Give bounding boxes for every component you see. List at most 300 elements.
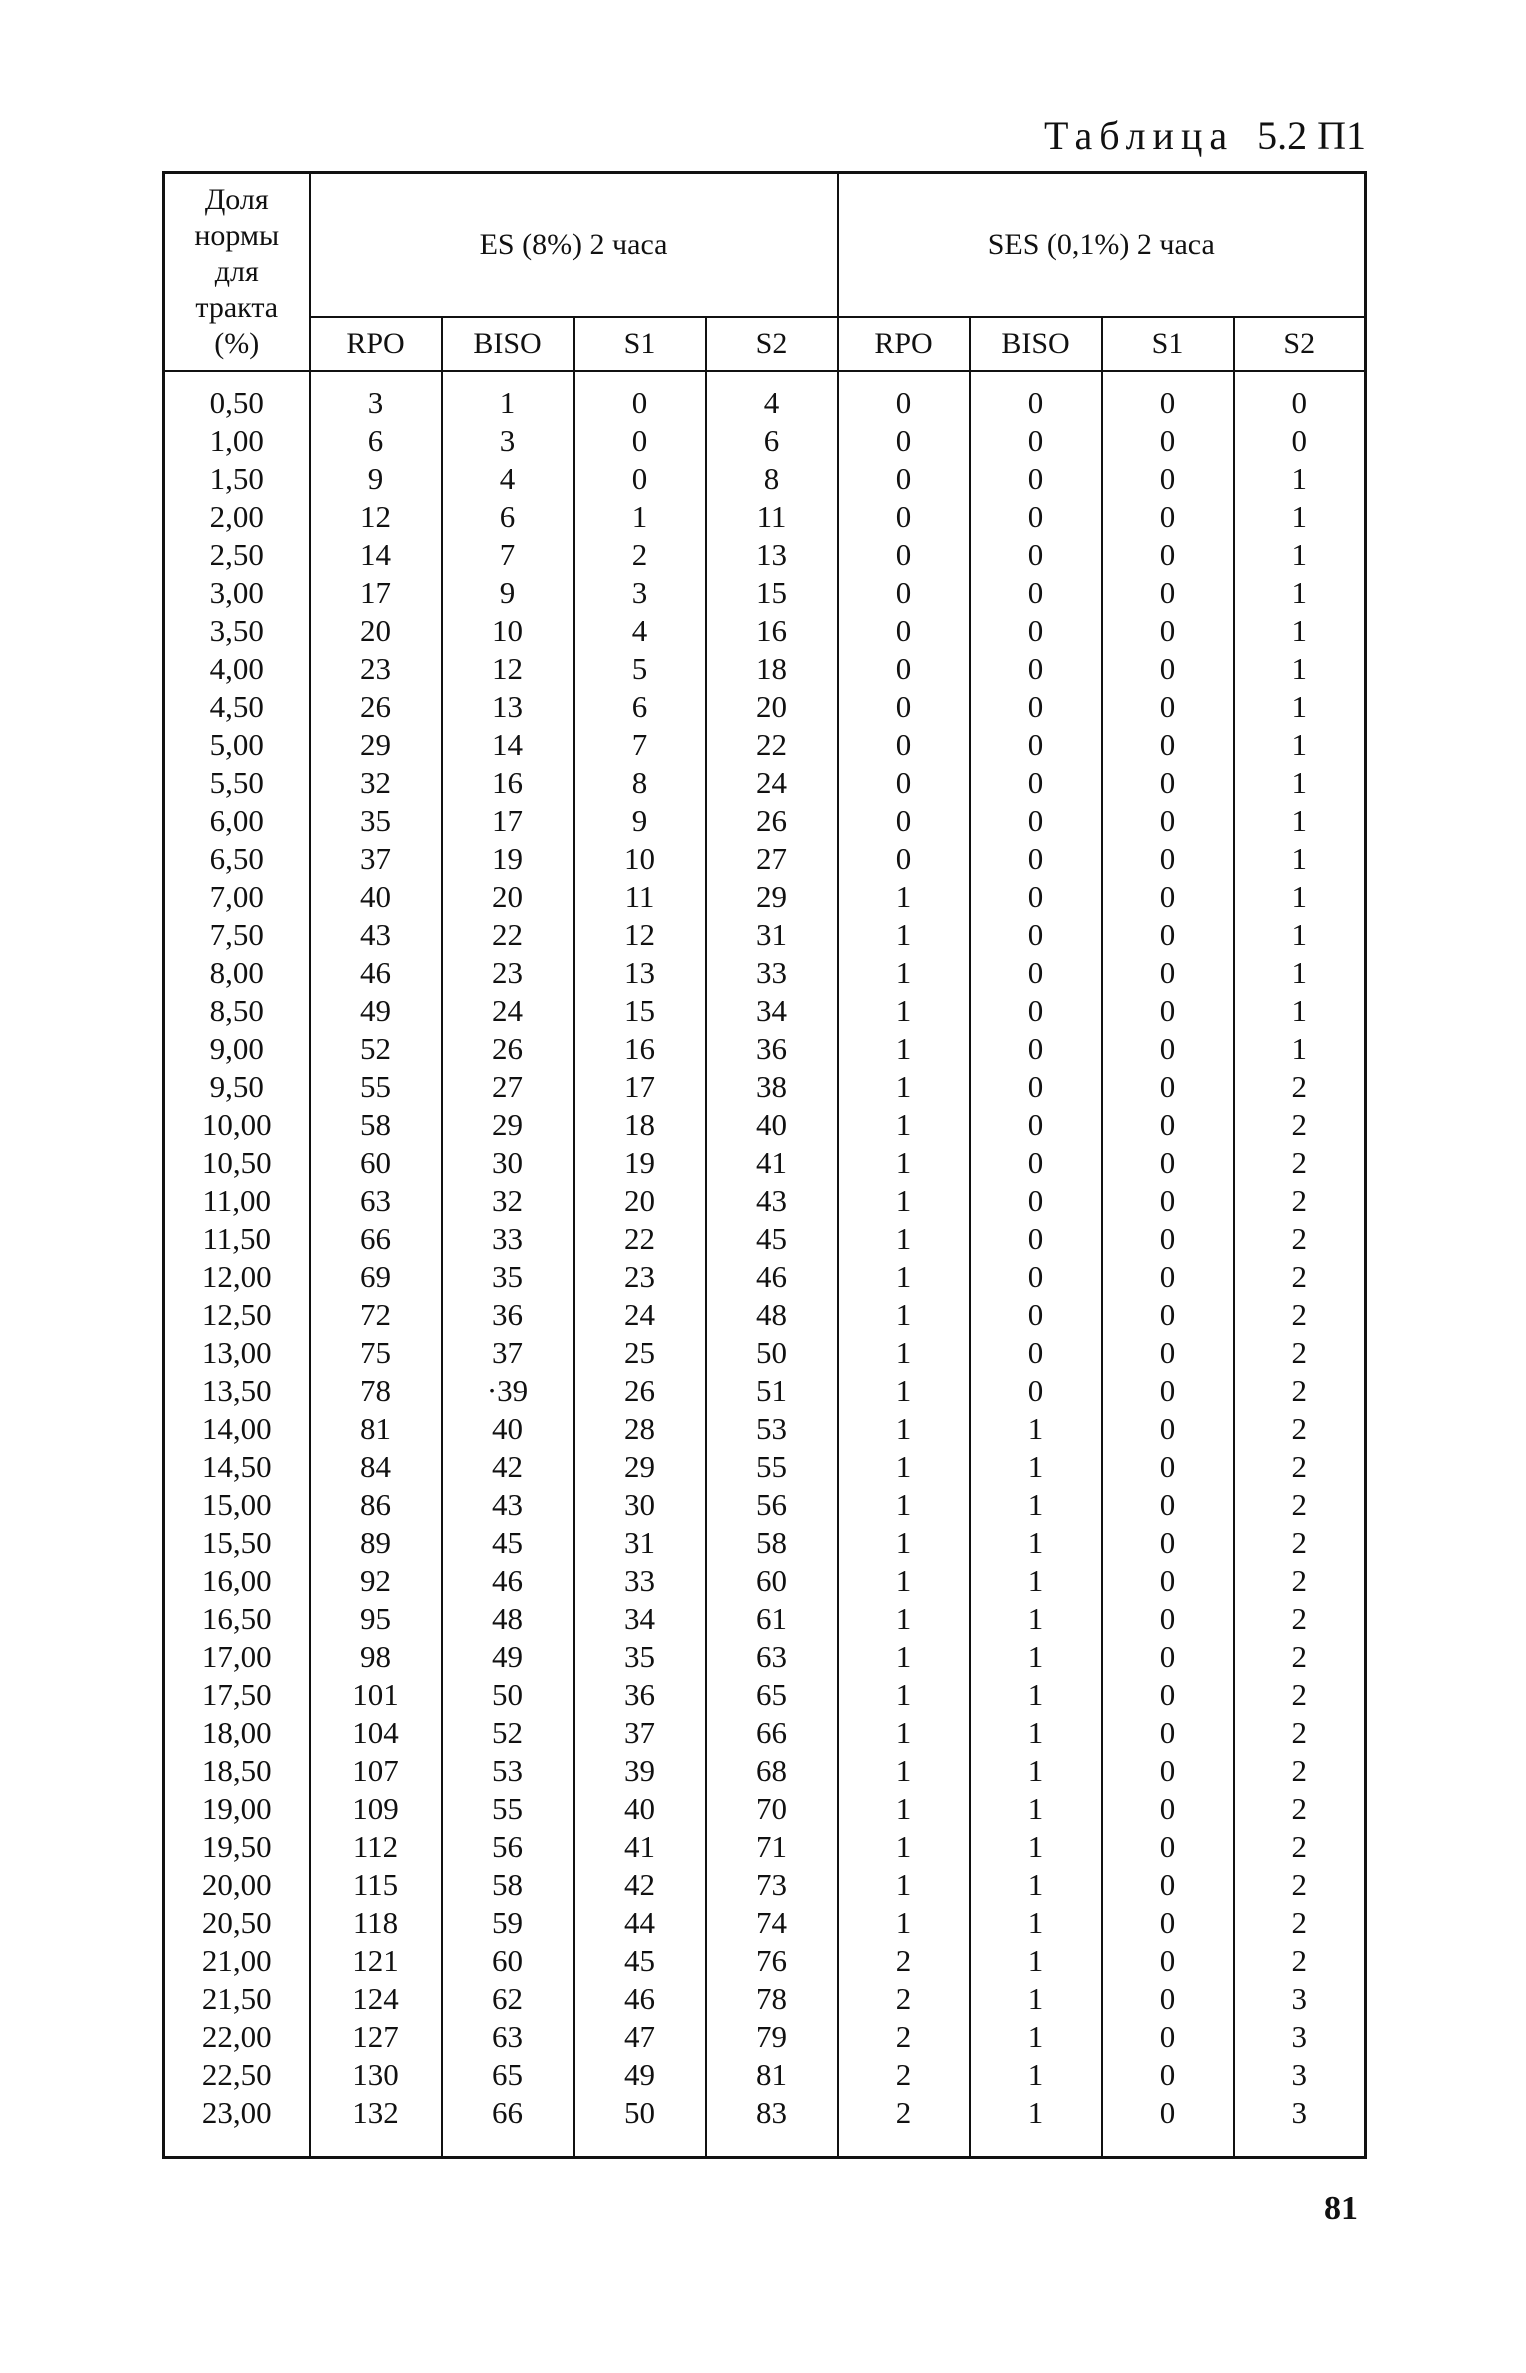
- table-cell: 40: [706, 1106, 838, 1144]
- corner-line: нормы: [194, 219, 280, 252]
- table-cell: 0: [838, 371, 970, 422]
- table-cell: 1: [970, 1676, 1102, 1714]
- table-cell: 45: [442, 1524, 574, 1562]
- table-cell: 29: [442, 1106, 574, 1144]
- table-cell: 1: [970, 1904, 1102, 1942]
- table-cell: 0: [838, 460, 970, 498]
- row-share-cell: 21,00: [164, 1942, 310, 1980]
- table-cell: 0: [970, 422, 1102, 460]
- table-cell: 1: [970, 1790, 1102, 1828]
- column-header: S1: [1102, 317, 1234, 371]
- table-cell: 95: [310, 1600, 442, 1638]
- table-row: [164, 916, 1366, 954]
- table-cell: 127: [310, 2018, 442, 2056]
- table-cell: 0: [838, 612, 970, 650]
- table-row: [164, 1448, 1366, 1486]
- table-cell: 3: [442, 422, 574, 460]
- table-cell: 84: [310, 1448, 442, 1486]
- row-share-cell: 21,50: [164, 1980, 310, 2018]
- table-cell: 68: [706, 1752, 838, 1790]
- table-cell: 0: [1102, 1220, 1234, 1258]
- table-cell: 56: [442, 1828, 574, 1866]
- table-cell: 10: [442, 612, 574, 650]
- table-cell: 86: [310, 1486, 442, 1524]
- table-cell: 66: [442, 2094, 574, 2158]
- table-cell: 71: [706, 1828, 838, 1866]
- table-cell: 0: [1102, 1942, 1234, 1980]
- table-cell: 30: [574, 1486, 706, 1524]
- table-cell: 1: [1234, 954, 1366, 992]
- table-cell: 109: [310, 1790, 442, 1828]
- table-cell: 1: [970, 2018, 1102, 2056]
- table-cell: 9: [310, 460, 442, 498]
- table-cell: 33: [706, 954, 838, 992]
- table-cell: 1: [1234, 764, 1366, 802]
- table-cell: 33: [574, 1562, 706, 1600]
- table-cell: 50: [706, 1334, 838, 1372]
- table-cell: 7: [574, 726, 706, 764]
- table-cell: 1: [838, 1068, 970, 1106]
- table-cell: 0: [970, 840, 1102, 878]
- table-cell: 89: [310, 1524, 442, 1562]
- table-cell: 0: [1102, 1904, 1234, 1942]
- table-cell: 1: [1234, 878, 1366, 916]
- table-cell: 0: [970, 1144, 1102, 1182]
- table-cell: 0: [1102, 2094, 1234, 2158]
- table-cell: 1: [970, 1866, 1102, 1904]
- table-cell: 55: [310, 1068, 442, 1106]
- table-cell: 0: [1102, 764, 1234, 802]
- table-cell: 52: [442, 1714, 574, 1752]
- row-share-cell: 18,00: [164, 1714, 310, 1752]
- table-caption: [1044, 112, 1366, 159]
- table-cell: 1: [970, 1714, 1102, 1752]
- table-cell: 0: [1102, 612, 1234, 650]
- table-cell: 0: [970, 1068, 1102, 1106]
- row-share-cell: 4,50: [164, 688, 310, 726]
- table-row: [164, 764, 1366, 802]
- table-body: [164, 371, 1366, 2158]
- table-cell: 98: [310, 1638, 442, 1676]
- table-cell: 16: [706, 612, 838, 650]
- table-row: [164, 1296, 1366, 1334]
- table-cell: 0: [1102, 1752, 1234, 1790]
- table-cell: 79: [706, 2018, 838, 2056]
- table-cell: 19: [442, 840, 574, 878]
- table-row: [164, 1486, 1366, 1524]
- table-cell: 48: [442, 1600, 574, 1638]
- table-row: [164, 1106, 1366, 1144]
- table-cell: 1: [838, 1828, 970, 1866]
- table-cell: 1: [1234, 688, 1366, 726]
- table-cell: 0: [1102, 688, 1234, 726]
- table-cell: 72: [310, 1296, 442, 1334]
- table-cell: 60: [310, 1144, 442, 1182]
- table-cell: 0: [1102, 1144, 1234, 1182]
- table-cell: 3: [1234, 2094, 1366, 2158]
- table-cell: 63: [442, 2018, 574, 2056]
- table-row: [164, 1904, 1366, 1942]
- table-row: [164, 2056, 1366, 2094]
- table-cell: 1: [970, 1448, 1102, 1486]
- table-cell: 115: [310, 1866, 442, 1904]
- table-cell: 1: [970, 1942, 1102, 1980]
- table-cell: 18: [574, 1106, 706, 1144]
- table-cell: 0: [1102, 2018, 1234, 2056]
- row-share-cell: 6,50: [164, 840, 310, 878]
- table-row: [164, 1676, 1366, 1714]
- row-share-cell: 0,50: [164, 371, 310, 422]
- row-share-cell: 20,50: [164, 1904, 310, 1942]
- table-cell: 43: [442, 1486, 574, 1524]
- table-cell: 0: [970, 536, 1102, 574]
- table-cell: 3: [1234, 2056, 1366, 2094]
- table-cell: 45: [706, 1220, 838, 1258]
- table-cell: 70: [706, 1790, 838, 1828]
- row-share-cell: 14,50: [164, 1448, 310, 1486]
- table-cell: 2: [1234, 1676, 1366, 1714]
- table-cell: 0: [970, 1220, 1102, 1258]
- table-cell: 0: [1102, 1638, 1234, 1676]
- table-cell: 2: [838, 1942, 970, 1980]
- row-share-cell: 15,50: [164, 1524, 310, 1562]
- table-cell: 69: [310, 1258, 442, 1296]
- table-cell: 35: [574, 1638, 706, 1676]
- table-cell: 0: [574, 460, 706, 498]
- table-cell: 121: [310, 1942, 442, 1980]
- table-cell: 1: [838, 1676, 970, 1714]
- table-cell: 1: [1234, 536, 1366, 574]
- table-cell: 0: [970, 1030, 1102, 1068]
- row-share-cell: 2,50: [164, 536, 310, 574]
- table-cell: 36: [706, 1030, 838, 1068]
- table-cell: 0: [1102, 954, 1234, 992]
- table-cell: 19: [574, 1144, 706, 1182]
- table-cell: 26: [706, 802, 838, 840]
- table-cell: 4: [706, 371, 838, 422]
- table-cell: 0: [838, 498, 970, 536]
- table-cell: 20: [574, 1182, 706, 1220]
- table-cell: 47: [574, 2018, 706, 2056]
- table-row: [164, 954, 1366, 992]
- table-cell: 2: [1234, 1638, 1366, 1676]
- table-cell: 0: [838, 688, 970, 726]
- column-header: S2: [706, 317, 838, 371]
- page-number: 81: [1324, 2190, 1358, 2227]
- table-cell: 0: [1102, 840, 1234, 878]
- table-cell: 1: [1234, 840, 1366, 878]
- table-cell: 0: [1102, 422, 1234, 460]
- table-cell: 49: [574, 2056, 706, 2094]
- row-share-cell: 8,50: [164, 992, 310, 1030]
- table-cell: 41: [706, 1144, 838, 1182]
- table-cell: 73: [706, 1866, 838, 1904]
- table-cell: 12: [574, 916, 706, 954]
- column-header: RPO: [310, 317, 442, 371]
- table-cell: 1: [838, 1258, 970, 1296]
- row-share-cell: 17,00: [164, 1638, 310, 1676]
- table-cell: 8: [574, 764, 706, 802]
- table-row: [164, 1828, 1366, 1866]
- table-cell: 118: [310, 1904, 442, 1942]
- table-cell: 0: [838, 574, 970, 612]
- table-cell: 63: [706, 1638, 838, 1676]
- column-header: RPO: [838, 317, 970, 371]
- row-share-cell: 16,00: [164, 1562, 310, 1600]
- table-cell: 6: [442, 498, 574, 536]
- table-cell: 0: [1102, 1486, 1234, 1524]
- table-row: [164, 1790, 1366, 1828]
- table-cell: 37: [442, 1334, 574, 1372]
- table-row: [164, 726, 1366, 764]
- row-share-cell: 12,00: [164, 1258, 310, 1296]
- table-cell: 17: [574, 1068, 706, 1106]
- table-cell: 1: [838, 1752, 970, 1790]
- table-cell: 2: [838, 1980, 970, 2018]
- table-cell: 33: [442, 1220, 574, 1258]
- table-row: [164, 840, 1366, 878]
- table-cell: 22: [706, 726, 838, 764]
- table-cell: 24: [574, 1296, 706, 1334]
- table-row: [164, 1334, 1366, 1372]
- table-cell: 4: [574, 612, 706, 650]
- table-cell: 0: [1102, 650, 1234, 688]
- table-cell: 2: [1234, 1828, 1366, 1866]
- table-cell: 6: [574, 688, 706, 726]
- table-cell: 29: [310, 726, 442, 764]
- table-row: [164, 1410, 1366, 1448]
- table-cell: 26: [574, 1372, 706, 1410]
- table-cell: 2: [838, 2018, 970, 2056]
- table-cell: 65: [442, 2056, 574, 2094]
- table-cell: 0: [1102, 916, 1234, 954]
- table-cell: 76: [706, 1942, 838, 1980]
- table-cell: 1: [838, 1638, 970, 1676]
- table-cell: 1: [970, 1524, 1102, 1562]
- table-cell: 1: [1234, 726, 1366, 764]
- table-cell: 1: [838, 1904, 970, 1942]
- table-cell: 0: [1234, 371, 1366, 422]
- table-cell: 0: [970, 460, 1102, 498]
- table-row: [164, 460, 1366, 498]
- table-cell: 66: [310, 1220, 442, 1258]
- table-cell: 1: [838, 1866, 970, 1904]
- table-cell: 40: [310, 878, 442, 916]
- table-cell: 0: [1102, 1600, 1234, 1638]
- table-cell: 81: [706, 2056, 838, 2094]
- table-cell: 1: [1234, 460, 1366, 498]
- table-row: [164, 2018, 1366, 2056]
- table-row: [164, 1258, 1366, 1296]
- table-cell: 15: [706, 574, 838, 612]
- table-row: [164, 1220, 1366, 1258]
- table-cell: 1: [970, 1600, 1102, 1638]
- table-cell: 9: [574, 802, 706, 840]
- table-cell: 1: [838, 1296, 970, 1334]
- table-cell: 2: [1234, 1790, 1366, 1828]
- table-cell: 34: [574, 1600, 706, 1638]
- table-cell: 0: [1102, 1866, 1234, 1904]
- table-cell: 3: [1234, 2018, 1366, 2056]
- table-cell: 50: [574, 2094, 706, 2158]
- column-header: S1: [574, 317, 706, 371]
- row-share-cell: 1,50: [164, 460, 310, 498]
- table-cell: 48: [706, 1296, 838, 1334]
- table-cell: 58: [310, 1106, 442, 1144]
- table-cell: 2: [1234, 1714, 1366, 1752]
- table-cell: 17: [310, 574, 442, 612]
- table-cell: 0: [1102, 1980, 1234, 2018]
- table-cell: 1: [970, 2056, 1102, 2094]
- table-cell: 1: [1234, 650, 1366, 688]
- table-cell: 0: [970, 688, 1102, 726]
- table-cell: 0: [1102, 878, 1234, 916]
- group-header-es: ES (8%) 2 часа: [310, 173, 838, 318]
- table-cell: 0: [970, 498, 1102, 536]
- data-table: [162, 171, 1367, 2159]
- group-header-ses: SES (0,1%) 2 часа: [838, 173, 1366, 318]
- table-cell: 1: [442, 371, 574, 422]
- table-cell: 0: [1102, 992, 1234, 1030]
- column-header: BISO: [970, 317, 1102, 371]
- table-cell: 2: [1234, 1220, 1366, 1258]
- table-row: [164, 878, 1366, 916]
- table-cell: 60: [706, 1562, 838, 1600]
- table-cell: 1: [838, 878, 970, 916]
- table-cell: 6: [310, 422, 442, 460]
- row-share-cell: 6,00: [164, 802, 310, 840]
- table-cell: 12: [310, 498, 442, 536]
- table-cell: 52: [310, 1030, 442, 1068]
- table-cell: 0: [970, 726, 1102, 764]
- table-cell: 31: [706, 916, 838, 954]
- table-cell: 1: [970, 1638, 1102, 1676]
- table-cell: 17: [442, 802, 574, 840]
- row-share-cell: 19,00: [164, 1790, 310, 1828]
- table-cell: 0: [1102, 1714, 1234, 1752]
- row-share-cell: 9,00: [164, 1030, 310, 1068]
- table-cell: 0: [970, 371, 1102, 422]
- table-cell: 61: [706, 1600, 838, 1638]
- corner-line: Доля: [204, 183, 269, 216]
- table-cell: 43: [310, 916, 442, 954]
- table-cell: 0: [1102, 1334, 1234, 1372]
- table-cell: 0: [1102, 1562, 1234, 1600]
- table-cell: 1: [574, 498, 706, 536]
- table-cell: 0: [1102, 371, 1234, 422]
- table-cell: 1: [838, 1562, 970, 1600]
- table-cell: 0: [1102, 1828, 1234, 1866]
- table-cell: 11: [706, 498, 838, 536]
- row-share-cell: 17,50: [164, 1676, 310, 1714]
- table-cell: 2: [1234, 1752, 1366, 1790]
- table-cell: 13: [442, 688, 574, 726]
- table-cell: 35: [442, 1258, 574, 1296]
- table-cell: 1: [838, 1372, 970, 1410]
- table-row: [164, 1562, 1366, 1600]
- caption-number: 5.2 П1: [1257, 113, 1366, 158]
- table-cell: 107: [310, 1752, 442, 1790]
- table-cell: 35: [310, 802, 442, 840]
- table-cell: 36: [442, 1296, 574, 1334]
- table-cell: 1: [838, 1220, 970, 1258]
- table-cell: 1: [970, 1752, 1102, 1790]
- table-cell: 0: [838, 650, 970, 688]
- table-cell: 44: [574, 1904, 706, 1942]
- table-cell: 0: [1234, 422, 1366, 460]
- table-cell: 0: [1102, 1676, 1234, 1714]
- table-cell: 0: [1102, 2056, 1234, 2094]
- table-cell: 0: [1102, 1372, 1234, 1410]
- table-cell: 0: [838, 422, 970, 460]
- table-cell: 13: [574, 954, 706, 992]
- table-cell: 46: [574, 1980, 706, 2018]
- table-cell: 1: [838, 954, 970, 992]
- table-cell: 2: [1234, 1486, 1366, 1524]
- table-cell: 2: [838, 2094, 970, 2158]
- table-row: [164, 612, 1366, 650]
- table-cell: 0: [1102, 1448, 1234, 1486]
- table-cell: 26: [442, 1030, 574, 1068]
- table-cell: 1: [970, 1562, 1102, 1600]
- corner-line: для: [214, 255, 259, 288]
- table-row: [164, 422, 1366, 460]
- row-share-cell: 5,50: [164, 764, 310, 802]
- table-cell: 12: [442, 650, 574, 688]
- table-cell: 0: [1102, 498, 1234, 536]
- table-cell: 10: [574, 840, 706, 878]
- table-cell: 30: [442, 1144, 574, 1182]
- table-cell: 22: [574, 1220, 706, 1258]
- table-cell: 46: [310, 954, 442, 992]
- table-cell: 42: [442, 1448, 574, 1486]
- table-cell: 0: [1102, 1524, 1234, 1562]
- table-cell: 0: [574, 371, 706, 422]
- row-share-cell: 11,00: [164, 1182, 310, 1220]
- table-cell: 1: [838, 1486, 970, 1524]
- row-share-cell: 15,00: [164, 1486, 310, 1524]
- table-cell: 2: [1234, 1372, 1366, 1410]
- table-cell: 13: [706, 536, 838, 574]
- table-cell: 0: [970, 916, 1102, 954]
- table-cell: 38: [706, 1068, 838, 1106]
- table-cell: 0: [1102, 1068, 1234, 1106]
- table-cell: 1: [838, 1106, 970, 1144]
- table-cell: 1: [1234, 612, 1366, 650]
- table-row: [164, 1068, 1366, 1106]
- table-row: [164, 1372, 1366, 1410]
- row-share-cell: 8,00: [164, 954, 310, 992]
- table-cell: 2: [1234, 1866, 1366, 1904]
- table-cell: 37: [310, 840, 442, 878]
- table-cell: 0: [1102, 460, 1234, 498]
- table-cell: 46: [706, 1258, 838, 1296]
- table-cell: 25: [574, 1334, 706, 1372]
- table-cell: 58: [706, 1524, 838, 1562]
- row-share-cell: 19,50: [164, 1828, 310, 1866]
- table-cell: 2: [1234, 1182, 1366, 1220]
- table-cell: 50: [442, 1676, 574, 1714]
- table-row: [164, 1600, 1366, 1638]
- table-cell: 0: [970, 954, 1102, 992]
- table-cell: 24: [442, 992, 574, 1030]
- table-cell: 0: [970, 1334, 1102, 1372]
- table-cell: 0: [970, 1106, 1102, 1144]
- row-share-cell: 7,50: [164, 916, 310, 954]
- row-share-cell: 14,00: [164, 1410, 310, 1448]
- table-cell: 0: [1102, 574, 1234, 612]
- table-row: [164, 1942, 1366, 1980]
